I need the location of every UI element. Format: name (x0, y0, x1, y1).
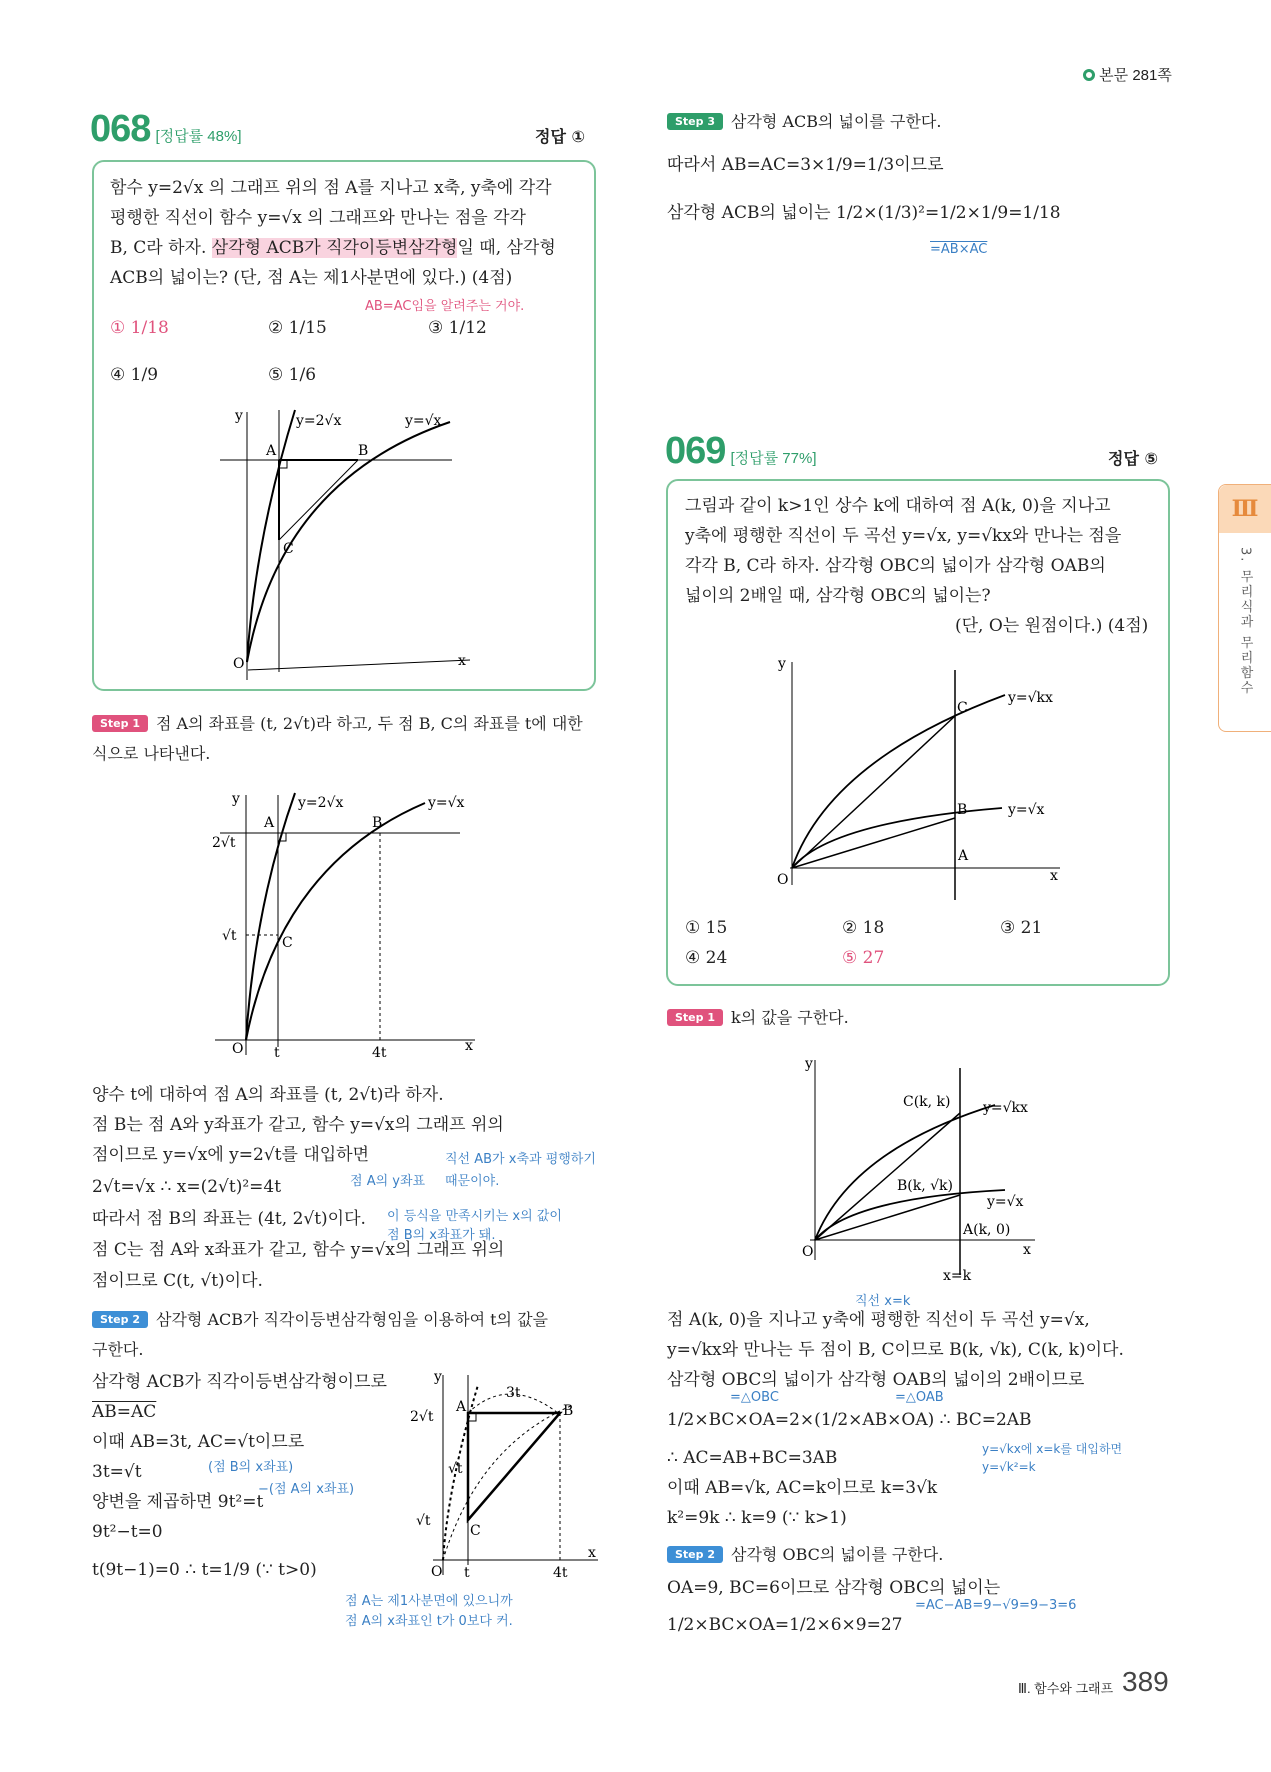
solution-line: 삼각형 OBC의 넓이가 삼각형 OAB의 넓이의 2배이므로 (667, 1370, 1085, 1390)
point-a-label: A (958, 848, 969, 864)
answer-label: 정답 ⑤ (1108, 449, 1159, 468)
choice-4[interactable]: ④ 1/9 (110, 365, 159, 385)
point-a-label: A (456, 1399, 467, 1415)
chapter-number: Ⅲ (1219, 485, 1271, 533)
solution-line: 이때 AB=3t, AC=√t이므로 (92, 1432, 305, 1452)
choice-3[interactable]: ③ 1/12 (428, 318, 487, 338)
y-label: y (434, 1369, 442, 1385)
point-a-label: A (266, 443, 277, 459)
solution-line: y=√kx와 만나는 두 점이 B, C이므로 B(k, √k), C(k, k)이다. (667, 1340, 1124, 1360)
text: 일 때, 삼각형 (457, 238, 556, 258)
correct-rate: [정답률 77%] (730, 450, 817, 467)
step-text: 점 A의 좌표를 (t, 2√t)라 하고, 두 점 B, C의 좌표를 t에 대한 (156, 714, 583, 733)
solution-line: k²=9k ∴ k=9 (∵ k>1) (667, 1508, 847, 1528)
correct-rate: [정답률 48%] (155, 128, 242, 145)
solution-line: 점 A(k, 0)을 지나고 y축에 평행한 직선이 두 곡선 y=√x, (667, 1310, 1090, 1330)
graph-069 (770, 650, 1070, 910)
choice-1[interactable]: ① 15 (685, 918, 728, 938)
annotation-note: 점 A의 x좌표인 t가 0보다 커. (345, 1614, 513, 1629)
annotation-note: =△OBC (730, 1390, 779, 1405)
y-label: y (805, 1056, 813, 1072)
text: B, C라 하자. (110, 238, 212, 258)
length-label: 3t (506, 1385, 521, 1401)
step-badge: Step 2 (667, 1546, 723, 1563)
step-text: k의 값을 구한다. (731, 1008, 849, 1027)
solution-line: 3t=√t (92, 1462, 142, 1482)
problem-068-header (90, 108, 242, 151)
choice-5[interactable]: ⑤ 1/6 (268, 365, 317, 385)
question-line (110, 238, 556, 258)
point-c-label: C (957, 700, 968, 716)
solution-line: 점 B는 점 A와 y좌표가 같고, 함수 y=√x의 그래프 위의 (92, 1115, 504, 1135)
point-b-label: B (563, 1403, 574, 1419)
annotation-note: 직선 AB가 x축과 평행하기 (445, 1152, 596, 1167)
step-badge: Step 1 (667, 1009, 723, 1026)
step-text: 구한다. (92, 1340, 144, 1359)
graph-068-step1 (200, 785, 490, 1065)
question-line: y축에 평행한 직선이 두 곡선 y=√x, y=√kx와 만나는 점을 (685, 526, 1122, 546)
problem-069-header (665, 430, 817, 473)
tick-label: √t (416, 1513, 431, 1529)
section-label: 3. 무리식과 무리함수 (1237, 547, 1253, 696)
step2-068 (92, 1310, 548, 1329)
x-label: x (465, 1038, 473, 1054)
solution-line: 양변을 제곱하면 9t²=t (92, 1492, 264, 1512)
chapter-side-tab[interactable] (1218, 484, 1271, 732)
choice-5-selected[interactable]: ⑤ 27 (842, 948, 885, 968)
solution-line: OA=9, BC=6이므로 삼각형 OBC의 넓이는 (667, 1578, 1001, 1598)
annotation-note: (점 B의 x좌표) (208, 1460, 294, 1475)
step-text: 삼각형 ACB가 직각이등변삼각형임을 이용하여 t의 값을 (156, 1310, 548, 1329)
tick-label: 2√t (410, 1409, 434, 1425)
curve-sqrtx (247, 422, 450, 662)
annotation-note: =AC−AB=9−√9=9−3=6 (915, 1598, 1077, 1613)
x-label: x (1050, 868, 1058, 884)
point-c-label: C (282, 935, 293, 951)
annotation-note: 때문이야. (445, 1174, 500, 1189)
point-c-label: C (470, 1523, 481, 1539)
step1-068 (92, 714, 583, 733)
question-line: 함수 y=2√x 의 그래프 위의 점 A를 지나고 x축, y축에 각각 (110, 178, 552, 198)
point-a-label: A(k, 0) (963, 1222, 1011, 1238)
solution-line: 삼각형 ACB의 넓이는 1/2×(1/3)²=1/2×1/9=1/18 (667, 203, 1061, 223)
origin-label: O (233, 656, 245, 672)
annotation-note: =△OAB (895, 1390, 944, 1405)
page-reference (1083, 64, 1172, 85)
curve-label: y=√kx (1008, 690, 1053, 706)
curve-label: y=2√x (298, 795, 344, 811)
solution-line: 따라서 AB=AC=3×1/9=1/3이므로 (667, 155, 944, 175)
annotation-note: 직선 x=k (855, 1294, 911, 1309)
question-line: 그림과 같이 k>1인 상수 k에 대하여 점 A(k, 0)을 지나고 (685, 496, 1111, 516)
ref-label: 본문 281쪽 (1099, 67, 1172, 84)
solution-line: 점이므로 y=√x에 y=2√t를 대입하면 (92, 1145, 370, 1165)
question-line: ACB의 넓이는? (단, 점 A는 제1사분면에 있다.) (4점) (110, 268, 513, 288)
x-label: x (588, 1545, 596, 1561)
question-line: 각각 B, C라 하자. 삼각형 OBC의 넓이가 삼각형 OAB의 (685, 556, 1106, 576)
question-line: 넓이의 2배일 때, 삼각형 OBC의 넓이는? (685, 586, 991, 606)
annotation-note: 이 등식을 만족시키는 x의 값이 (387, 1209, 562, 1224)
tick-label: 4t (372, 1045, 387, 1061)
y-label: y (232, 791, 240, 807)
tick-label: 2√t (212, 835, 236, 851)
x-label: x (1023, 1242, 1031, 1258)
tick-label: √t (448, 1461, 463, 1477)
line-label: x=k (943, 1268, 972, 1284)
step-text: 삼각형 ACB의 넓이를 구한다. (731, 112, 942, 131)
tick-label: 4t (553, 1565, 568, 1581)
annotation-note: 점 A의 y좌표 (350, 1174, 426, 1189)
annotation-note: y=√k²=k (982, 1460, 1036, 1474)
answer-label: 정답 ① (535, 127, 586, 146)
point-b-label: B (372, 815, 383, 831)
curve-label: y=√x (987, 1194, 1024, 1210)
step3-068 (667, 112, 941, 131)
curve-label: y=√x (428, 795, 465, 811)
problem-number: 068 (90, 108, 151, 150)
solution-line: 9t²−t=0 (92, 1522, 163, 1542)
tick-label: t (464, 1565, 470, 1581)
annotation-note: =AB×AC (930, 242, 988, 257)
solution-line: 1/2×BC×OA=2×(1/2×AB×OA) ∴ BC=2AB (667, 1410, 1032, 1430)
solution-line: 1/2×BC×OA=1/2×6×9=27 (667, 1615, 903, 1635)
solution-line: 삼각형 ACB가 직각이등변삼각형이므로 (92, 1372, 387, 1392)
annotation-note: AB=AC임을 알려주는 거야. (365, 299, 525, 314)
solution-line: t(9t−1)=0 ∴ t=1/9 (∵ t>0) (92, 1560, 317, 1580)
solution-line: ∴ AC=AB+BC=3AB (667, 1448, 838, 1468)
choice-3[interactable]: ③ 21 (1000, 918, 1043, 938)
page-number: 389 (1122, 1666, 1169, 1697)
step-badge: Step 1 (92, 715, 148, 732)
point-c-label: C (283, 541, 294, 557)
y-label: y (235, 408, 243, 424)
solution-line: 따라서 점 B의 좌표는 (4t, 2√t)이다. (92, 1209, 366, 1229)
annotation-note: y=√kx에 x=k를 대입하면 (982, 1442, 1123, 1456)
step1-069 (667, 1008, 849, 1027)
curve-label: y=√kx (983, 1100, 1028, 1116)
x-label: x (458, 653, 466, 669)
annotation-note: −(점 A의 x좌표) (258, 1482, 355, 1497)
point-a-label: A (264, 815, 275, 831)
graph-068-step2 (408, 1365, 603, 1585)
tick-label: √t (222, 928, 237, 944)
choice-1-selected[interactable]: ① 1/18 (110, 318, 169, 338)
curve-label: y=√x (405, 413, 442, 429)
highlight-text: 삼각형 ACB가 직각이등변삼각형 (211, 238, 458, 258)
step-badge: Step 3 (667, 113, 723, 130)
question-line: 평행한 직선이 함수 y=√x 의 그래프와 만나는 점을 각각 (110, 208, 526, 228)
origin-label: O (232, 1041, 244, 1057)
curve-label: y=√x (1008, 802, 1045, 818)
point-b-label: B (358, 443, 369, 459)
choice-2[interactable]: ② 1/15 (268, 318, 327, 338)
annotation-note: 점 A는 제1사분면에 있으니까 (345, 1594, 513, 1609)
y-label: y (778, 656, 786, 672)
graph-069-step1 (795, 1050, 1065, 1290)
step-text: 식으로 나타낸다. (92, 744, 211, 763)
solution-line: 점이므로 C(t, √t)이다. (92, 1271, 263, 1291)
point-b-label: B(k, √k) (897, 1178, 953, 1194)
question-line: (단, O는 원점이다.) (4점) (955, 616, 1149, 636)
footer-chapter: Ⅲ. 함수와 그래프 (1018, 1681, 1114, 1696)
origin-label: O (431, 1564, 443, 1580)
origin-label: O (802, 1244, 814, 1260)
annotation-note: 점 B의 x좌표가 돼. (387, 1228, 496, 1243)
solution-line: 2√t=√x ∴ x=(2√t)²=4t (92, 1177, 282, 1197)
tick-label: t (274, 1045, 280, 1061)
curve-label: y=2√x (296, 413, 342, 429)
point-b-label: B (957, 802, 968, 818)
circle-icon (1083, 69, 1095, 81)
solution-line: 양수 t에 대하여 점 A의 좌표를 (t, 2√t)라 하자. (92, 1085, 444, 1105)
step-badge: Step 2 (92, 1311, 148, 1328)
step2-069 (667, 1545, 943, 1564)
point-c-label: C(k, k) (903, 1094, 951, 1110)
problem-number: 069 (665, 430, 726, 472)
choice-2[interactable]: ② 18 (842, 918, 885, 938)
origin-label: O (777, 872, 789, 888)
step-text: 삼각형 OBC의 넓이를 구한다. (731, 1545, 944, 1564)
choice-4[interactable]: ④ 24 (685, 948, 728, 968)
solution-line: 이때 AB=√k, AC=k이므로 k=3√k (667, 1478, 938, 1498)
graph-068 (200, 400, 480, 680)
solution-line: AB=AC (92, 1402, 157, 1422)
x-axis (248, 660, 470, 670)
solution-line: 점 C는 점 A와 x좌표가 같고, 함수 y=√x의 그래프 위의 (92, 1240, 505, 1260)
